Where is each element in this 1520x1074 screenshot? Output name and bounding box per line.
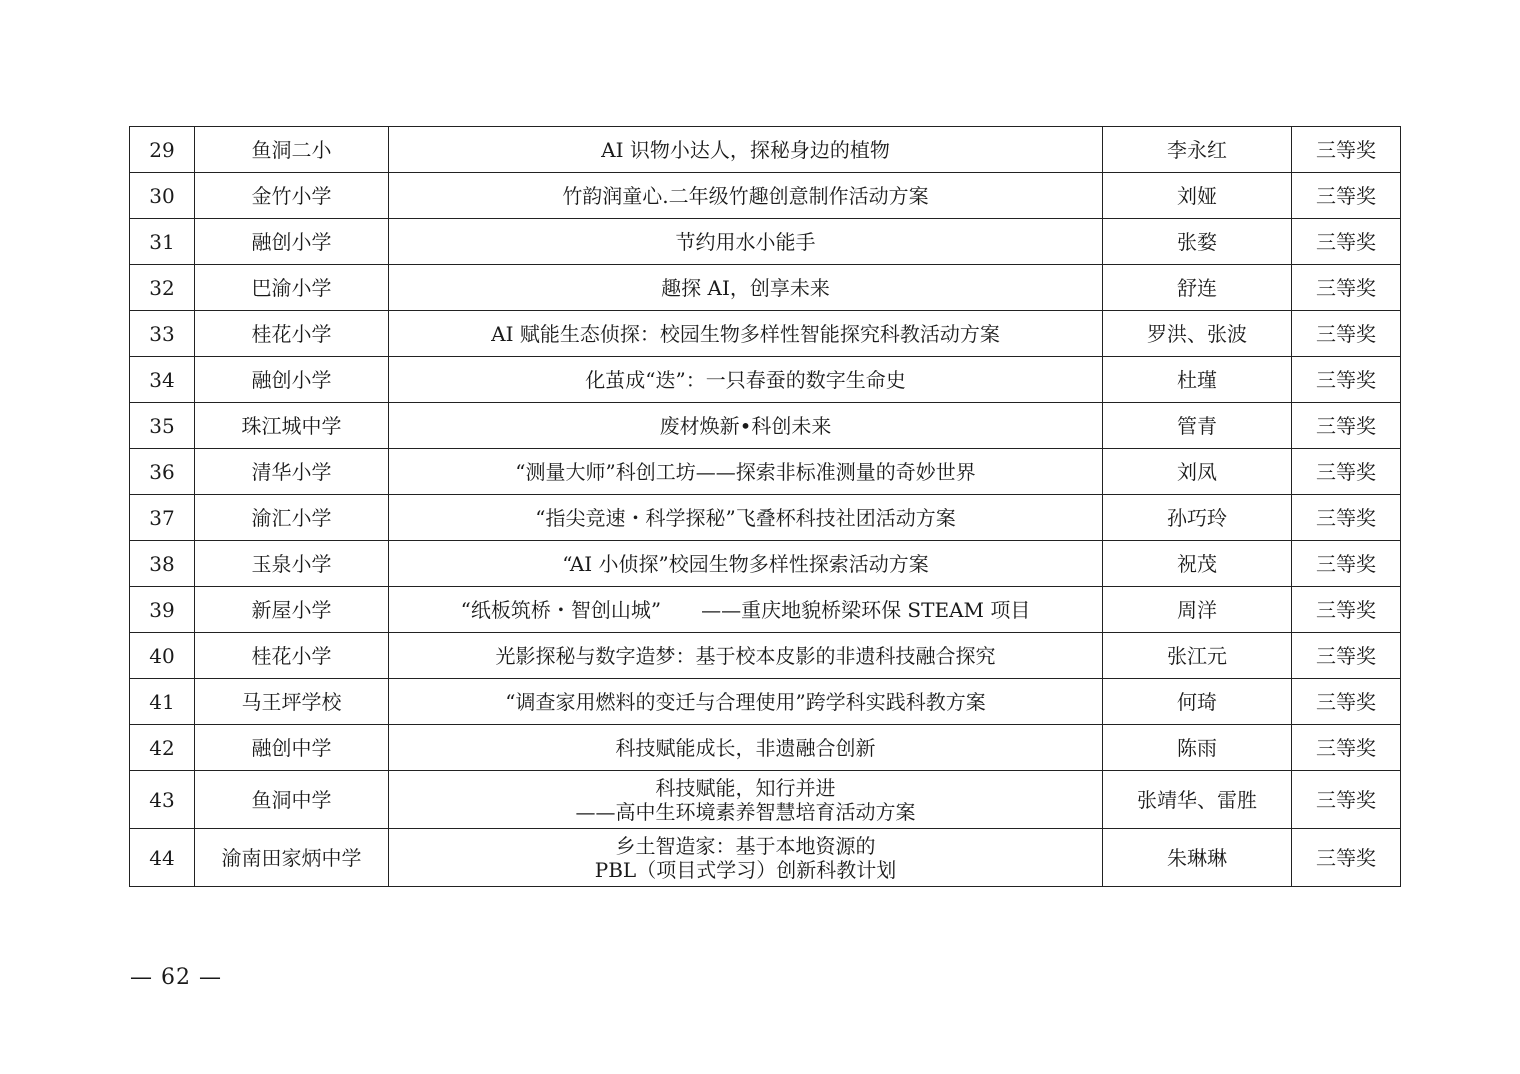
project-title-line: “指尖竞速・科学探秘”飞叠杯科技社团活动方案 (535, 505, 956, 530)
award-cell: 三等奖 (1292, 311, 1401, 357)
award-table-body (130, 127, 1401, 887)
school-name-cell: 玉泉小学 (195, 541, 389, 587)
row-number-cell: 38 (130, 541, 195, 587)
author-cell: 祝茂 (1103, 541, 1292, 587)
award-cell: 三等奖 (1292, 403, 1401, 449)
author-cell: 孙巧玲 (1103, 495, 1292, 541)
table-row (130, 219, 1401, 265)
project-title-line: 废材焕新•科创未来 (659, 413, 832, 438)
school-name-cell: 桂花小学 (195, 633, 389, 679)
row-number-cell: 33 (130, 311, 195, 357)
row-number-cell: 37 (130, 495, 195, 541)
table-row (130, 265, 1401, 311)
row-number-cell: 36 (130, 449, 195, 495)
award-cell: 三等奖 (1292, 587, 1401, 633)
project-title-cell (389, 679, 1103, 725)
award-cell: 三等奖 (1292, 357, 1401, 403)
row-number-cell: 42 (130, 725, 195, 771)
author-cell: 张靖华、雷胜 (1103, 771, 1292, 829)
author-cell: 陈雨 (1103, 725, 1292, 771)
award-cell: 三等奖 (1292, 725, 1401, 771)
award-table (129, 126, 1401, 887)
table-row (130, 173, 1401, 219)
author-cell: 周洋 (1103, 587, 1292, 633)
project-title-line: “纸板筑桥・智创山城” ——重庆地貌桥梁环保 STEAM 项目 (460, 597, 1031, 622)
project-title-cell (389, 541, 1103, 587)
row-number-cell: 30 (130, 173, 195, 219)
project-title-cell (389, 495, 1103, 541)
project-title-line: 科技赋能，知行并进 (655, 775, 836, 800)
award-cell: 三等奖 (1292, 679, 1401, 725)
table-row (130, 679, 1401, 725)
award-cell: 三等奖 (1292, 633, 1401, 679)
table-row (130, 587, 1401, 633)
table-row (130, 357, 1401, 403)
table-row (130, 725, 1401, 771)
award-cell: 三等奖 (1292, 173, 1401, 219)
award-cell: 三等奖 (1292, 219, 1401, 265)
table-row (130, 633, 1401, 679)
project-title-cell (389, 725, 1103, 771)
row-number-cell: 32 (130, 265, 195, 311)
table-row (130, 495, 1401, 541)
table-row (130, 311, 1401, 357)
page-number: — 62 — (130, 965, 222, 990)
project-title-cell (389, 449, 1103, 495)
author-cell: 张婺 (1103, 219, 1292, 265)
author-cell: 李永红 (1103, 127, 1292, 173)
row-number-cell: 29 (130, 127, 195, 173)
project-title-line: 化茧成“迭”：一只春蚕的数字生命史 (585, 367, 906, 392)
row-number-cell: 40 (130, 633, 195, 679)
table-row (130, 541, 1401, 587)
row-number-cell: 34 (130, 357, 195, 403)
school-name-cell: 桂花小学 (195, 311, 389, 357)
project-title-cell (389, 587, 1103, 633)
project-title-line: “调查家用燃料的变迁与合理使用”跨学科实践科教方案 (505, 689, 986, 714)
project-title-line: 科技赋能成长，非遗融合创新 (615, 735, 876, 760)
author-cell: 张江元 (1103, 633, 1292, 679)
project-title-cell (389, 357, 1103, 403)
award-cell: 三等奖 (1292, 495, 1401, 541)
school-name-cell: 新屋小学 (195, 587, 389, 633)
school-name-cell: 马王坪学校 (195, 679, 389, 725)
project-title-cell (389, 265, 1103, 311)
author-cell: 罗洪、张波 (1103, 311, 1292, 357)
project-title-line: 节约用水小能手 (675, 229, 816, 254)
project-title-line: 光影探秘与数字造梦：基于校本皮影的非遗科技融合探究 (495, 643, 996, 668)
project-title-cell (389, 127, 1103, 173)
project-title-line: PBL（项目式学习）创新科教计划 (594, 857, 897, 882)
author-cell: 管青 (1103, 403, 1292, 449)
award-cell: 三等奖 (1292, 771, 1401, 829)
project-title-cell (389, 311, 1103, 357)
author-cell: 刘娅 (1103, 173, 1292, 219)
table-row (130, 403, 1401, 449)
author-cell: 刘凤 (1103, 449, 1292, 495)
school-name-cell: 渝汇小学 (195, 495, 389, 541)
author-cell: 杜瑾 (1103, 357, 1292, 403)
project-title-cell (389, 829, 1103, 887)
row-number-cell: 43 (130, 771, 195, 829)
award-cell: 三等奖 (1292, 829, 1401, 887)
project-title-line: AI 识物小达人，探秘身边的植物 (601, 137, 890, 162)
author-cell: 何琦 (1103, 679, 1292, 725)
award-cell: 三等奖 (1292, 127, 1401, 173)
row-number-cell: 44 (130, 829, 195, 887)
school-name-cell: 融创小学 (195, 219, 389, 265)
project-title-line: 乡土智造家：基于本地资源的 (615, 833, 876, 858)
school-name-cell: 清华小学 (195, 449, 389, 495)
row-number-cell: 31 (130, 219, 195, 265)
author-cell: 朱琳琳 (1103, 829, 1292, 887)
table-row (130, 829, 1401, 887)
award-cell: 三等奖 (1292, 541, 1401, 587)
project-title-line: “AI 小侦探”校园生物多样性探索活动方案 (562, 551, 929, 576)
row-number-cell: 41 (130, 679, 195, 725)
school-name-cell: 融创小学 (195, 357, 389, 403)
project-title-line: 竹韵润童心.二年级竹趣创意制作活动方案 (562, 183, 929, 208)
award-cell: 三等奖 (1292, 265, 1401, 311)
project-title-cell (389, 219, 1103, 265)
school-name-cell: 珠江城中学 (195, 403, 389, 449)
project-title-line: AI 赋能生态侦探：校园生物多样性智能探究科教活动方案 (491, 321, 1000, 346)
table-row (130, 771, 1401, 829)
award-cell: 三等奖 (1292, 449, 1401, 495)
table-row (130, 449, 1401, 495)
row-number-cell: 35 (130, 403, 195, 449)
project-title-cell (389, 633, 1103, 679)
project-title-cell (389, 771, 1103, 829)
school-name-cell: 金竹小学 (195, 173, 389, 219)
school-name-cell: 鱼洞中学 (195, 771, 389, 829)
project-title-cell (389, 173, 1103, 219)
project-title-line: ——高中生环境素养智慧培育活动方案 (575, 799, 916, 824)
author-cell: 舒连 (1103, 265, 1292, 311)
row-number-cell: 39 (130, 587, 195, 633)
project-title-line: “测量大师”科创工坊——探索非标准测量的奇妙世界 (515, 459, 976, 484)
school-name-cell: 融创中学 (195, 725, 389, 771)
table-row (130, 127, 1401, 173)
school-name-cell: 巴渝小学 (195, 265, 389, 311)
project-title-cell (389, 403, 1103, 449)
school-name-cell: 鱼洞二小 (195, 127, 389, 173)
school-name-cell: 渝南田家炳中学 (195, 829, 389, 887)
project-title-line: 趣探 AI，创享未来 (661, 275, 830, 300)
